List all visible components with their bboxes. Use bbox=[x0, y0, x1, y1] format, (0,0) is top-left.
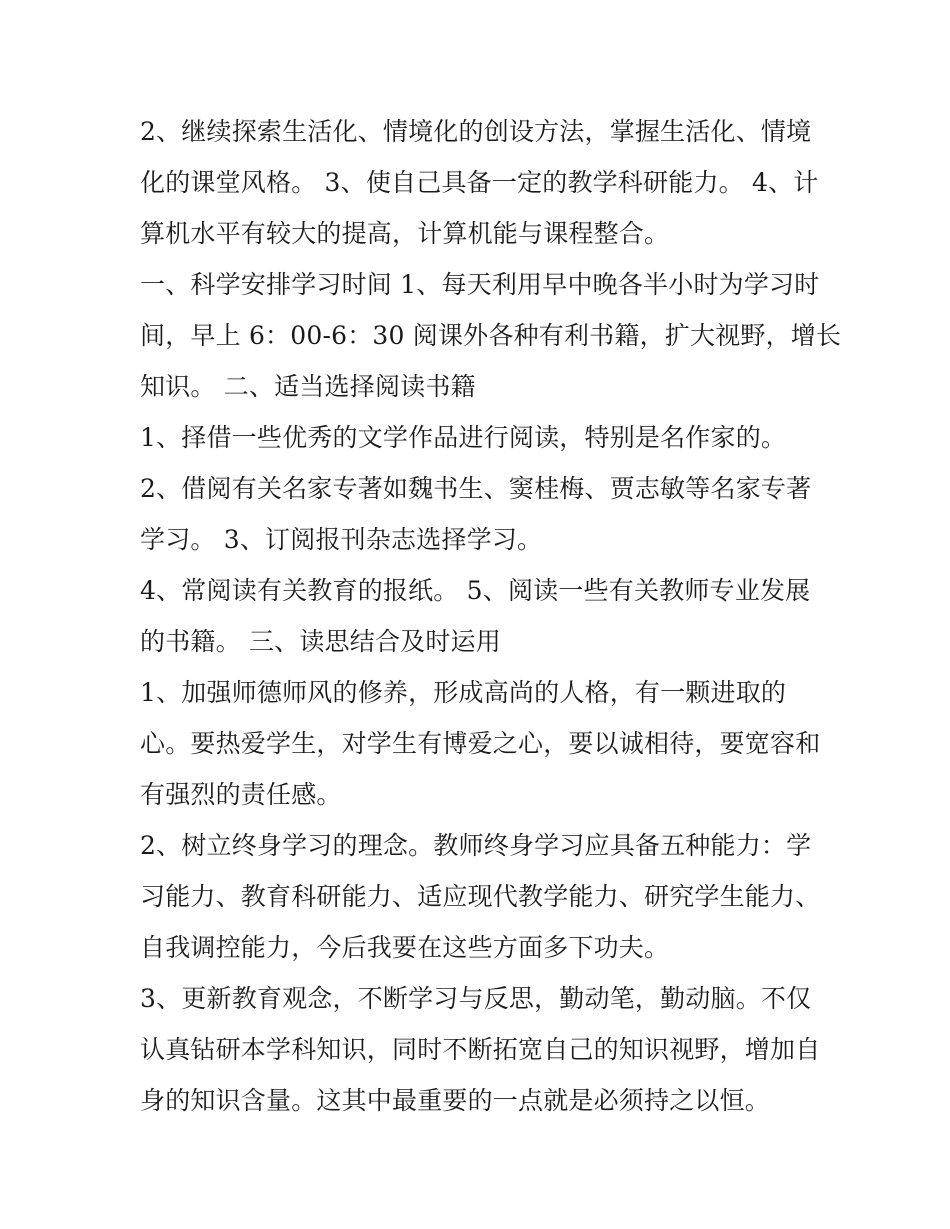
text-line: 1、加强师德师风的修养，形成高尚的人格，有一颗进取的 bbox=[140, 678, 787, 707]
text-line: 2、借阅有关名家专著如魏书生、窦桂梅、贾志敏等名家专著 bbox=[140, 474, 812, 503]
text-line: 3、更新教育观念，不断学习与反思，勤动笔，勤动脑。不仅 bbox=[140, 984, 812, 1013]
document-body bbox=[140, 106, 842, 1126]
text-line: 心。要热爱学生，对学生有博爱之心，要以诚相待，要宽容和 bbox=[140, 729, 821, 758]
text-line: 有强烈的责任感。 bbox=[140, 780, 342, 809]
text-line: 学习。 3、订阅报刊杂志选择学习。 bbox=[140, 525, 543, 554]
paragraph-newspapers bbox=[140, 565, 830, 667]
text-line: 认真钻研本学科知识，同时不断拓宽自己的知识视野，增加自 bbox=[140, 1035, 821, 1064]
text-line: 一、科学安排学习时间 1、每天利用早中晚各半小时为学习时 bbox=[140, 270, 820, 299]
text-line: 化的课堂风格。 3、使自己具备一定的教学科研能力。 4、计 bbox=[140, 168, 819, 197]
text-line: 知识。 二、适当选择阅读书籍 bbox=[140, 372, 476, 401]
paragraph-monographs bbox=[140, 463, 830, 565]
text-line: 的书籍。 三、读思结合及时运用 bbox=[140, 627, 501, 656]
text-line: 2、树立终身学习的理念。教师终身学习应具备五种能力：学 bbox=[140, 831, 812, 860]
text-line: 2、继续探索生活化、情境化的创设方法，掌握生活化、情境 bbox=[140, 117, 812, 146]
text-line: 1、择借一些优秀的文学作品进行阅读，特别是名作家的。 bbox=[140, 423, 787, 452]
paragraph-goals bbox=[140, 106, 830, 259]
paragraph-ethics bbox=[140, 667, 830, 820]
text-line: 4、常阅读有关教育的报纸。 5、阅读一些有关教师专业发展 bbox=[140, 576, 811, 605]
paragraph-education-concepts bbox=[140, 973, 830, 1126]
text-line: 习能力、教育科研能力、适应现代教学能力、研究学生能力、 bbox=[140, 882, 821, 911]
text-line: 身的知识含量。这其中最重要的一点就是必须持之以恒。 bbox=[140, 1086, 771, 1115]
paragraph-literature bbox=[140, 412, 830, 463]
text-line: 算机水平有较大的提高，计算机能与课程整合。 bbox=[140, 219, 670, 248]
paragraph-lifelong-learning bbox=[140, 820, 830, 973]
paragraph-study-time bbox=[140, 259, 842, 412]
text-line: 自我调控能力，今后我要在这些方面多下功夫。 bbox=[140, 933, 670, 962]
text-line: 间，早上 6：00-6：30 阅课外各种有利书籍，扩大视野，增长 bbox=[140, 321, 842, 350]
